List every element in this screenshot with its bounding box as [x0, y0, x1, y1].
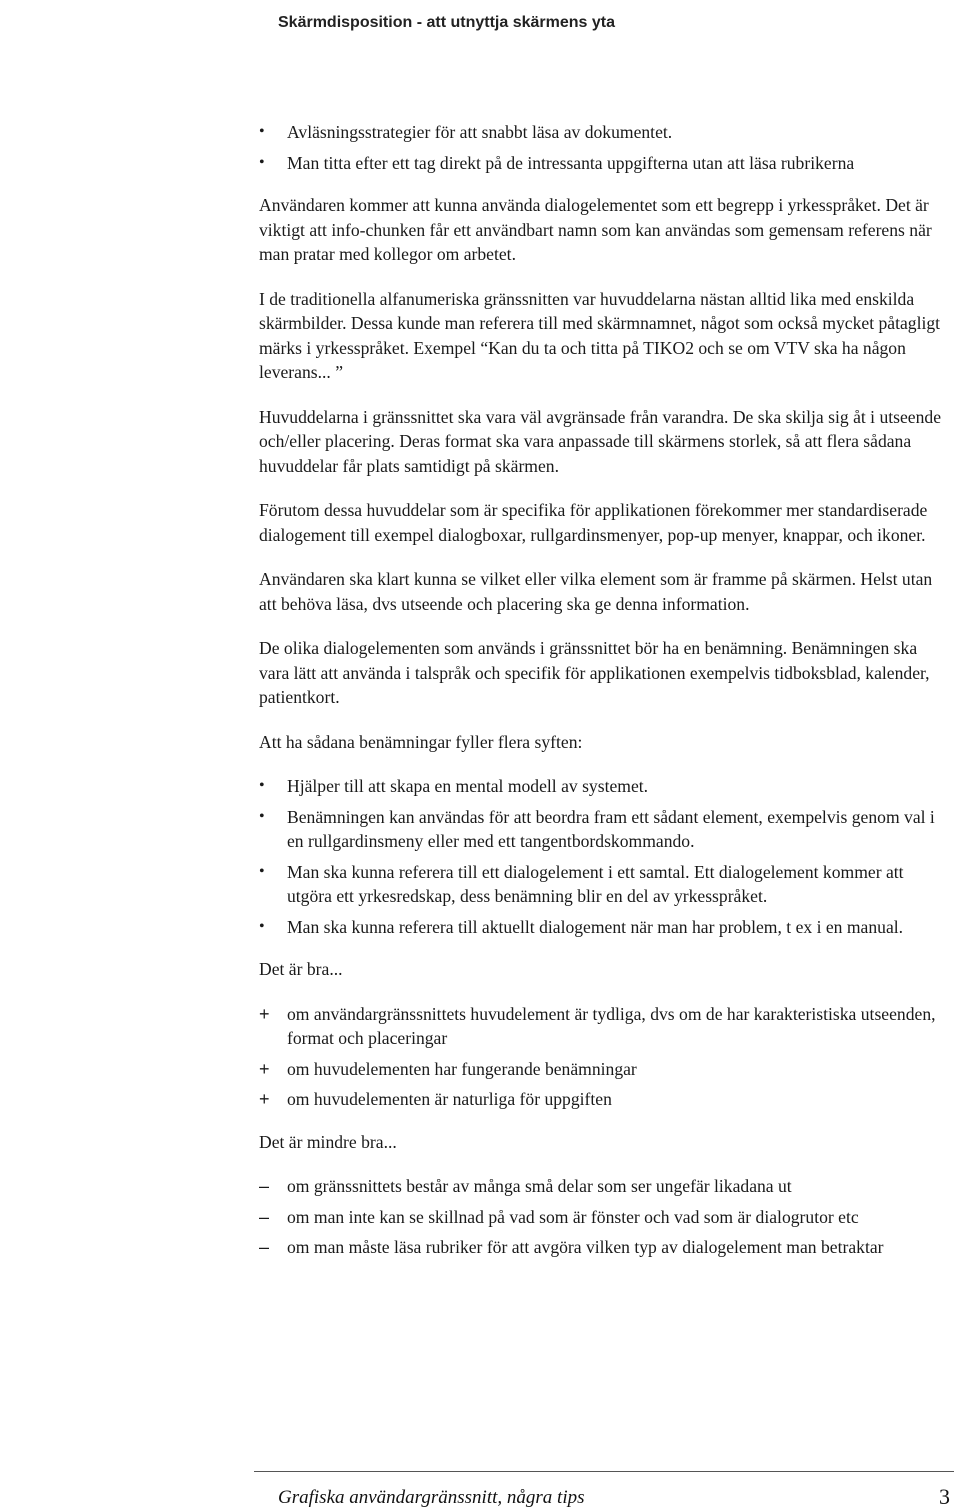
plus-icon: +: [259, 1058, 270, 1079]
list-item: • Hjälper till att skapa en mental modell av systemet.: [259, 774, 949, 799]
page-header-title: Skärmdisposition - att utnyttja skärmens yta: [278, 14, 615, 31]
list-item: • Benämningen kan användas för att beordra fram ett sådant element, exempelvis genom val i en rullgardinsmeny eller med ett tangentbordskommando.: [259, 806, 935, 851]
list-item: + om användargränssnittets huvudelement är tydliga, dvs om de har karakteristiska utseenden, format och placeringar: [259, 1003, 936, 1048]
bullet-icon: •: [259, 777, 265, 794]
list-item: • Avläsningsstrategier för att snabbt läsa av dokumentet.: [259, 120, 949, 145]
bullet-icon: •: [259, 917, 265, 935]
bullet-icon: •: [259, 807, 265, 825]
list-item: – om man inte kan se skillnad på vad som är fönster och vad som är dialogrutor etc: [259, 1205, 949, 1230]
minus-icon: –: [259, 1206, 270, 1227]
paragraph: De olika dialogelementen som används i gränssnittet bör ha en benämning. Benämningen ska vara lätt att använda i talspråk och specifik för applikationen exempelvis tidboksblad, kalender, patientkort.: [259, 638, 930, 707]
plus-icon: +: [259, 1003, 270, 1024]
list-item: + om huvudelementen är naturliga för uppgiften: [259, 1087, 949, 1112]
list-item: • Man ska kunna referera till aktuellt dialogement när man har problem, t ex i en manual.: [259, 915, 949, 940]
list-item: • Man titta efter ett tag direkt på de intressanta uppgifterna utan att läsa rubrikerna: [259, 151, 949, 176]
list-item: – om man måste läsa rubriker för att avgöra vilken typ av dialogelement man betraktar: [259, 1235, 949, 1260]
good-heading: Det är bra...: [259, 959, 343, 979]
minus-icon: –: [259, 1237, 270, 1257]
list-item: + om huvudelementen har fungerande benämningar: [259, 1057, 949, 1082]
paragraph: Förutom dessa huvuddelar som är specifika för applikationen förekommer mer standardiserade dialogement till exempel dialogboxar, rullgardinsmenyer, pop-up menyer, knappar, och ikoner.: [259, 500, 928, 545]
footer-title: Grafiska användargränssnitt, några tips: [278, 1487, 585, 1508]
footer-divider: [254, 1471, 954, 1472]
intro-bullet-list: [259, 120, 949, 175]
paragraph: Huvuddelarna i gränssnittet ska vara väl avgränsade från varandra. De ska skilja sig åt i utseende och/eller placering. Deras format ska vara anpassade till skärmens storlek, så att flera sådana huvuddelar får plats samtidigt på skärmen.: [259, 406, 941, 476]
bullet-icon: •: [259, 153, 265, 171]
paragraph: Användaren kommer att kunna använda dialogelementet som ett begrepp i yrkesspråket. Det är viktigt att info-chunken får ett användbart namn som kan användas som gemensam referens när man pratar med kollegor om arbetet.: [259, 195, 932, 264]
paragraph: I de traditionella alfanumeriska gränssnitten var huvuddelarna nästan alltid lika med enskilda skärmbilder. Dessa kunde man referera till med skärmnamnet, något som också mycket påtagligt märks i yrkesspråket. Exempel “Kan du ta och titta på TIKO2 och se om VTV ska ha någon leverans... ”: [259, 288, 941, 382]
page-number: 3: [939, 1484, 950, 1509]
bullet-icon: •: [259, 123, 265, 140]
document-body: [259, 120, 949, 1278]
list-item: • Man ska kunna referera till ett dialogelement i ett samtal. Ett dialogelement kommer att utgöra ett yrkesredskap, dess benämning blir en del av yrkesspråket.: [259, 861, 904, 906]
bad-list: [259, 1174, 949, 1260]
good-list: [259, 1002, 949, 1112]
paragraph: Att ha sådana benämningar fyller flera syften:: [259, 731, 583, 752]
paragraph: Användaren ska klart kunna se vilket eller vilka element som är framme på skärmen. Helst utan att behöva läsa, dvs utseende och placering ska ge denna information.: [259, 569, 933, 614]
minus-icon: –: [259, 1176, 270, 1196]
bad-heading: Det är mindre bra...: [259, 1131, 397, 1152]
bullet-icon: •: [259, 862, 265, 880]
purpose-bullet-list: [259, 774, 949, 939]
plus-icon: +: [259, 1089, 270, 1109]
list-item: – om gränssnittets består av många små delar som ser ungefär likadana ut: [259, 1174, 949, 1199]
